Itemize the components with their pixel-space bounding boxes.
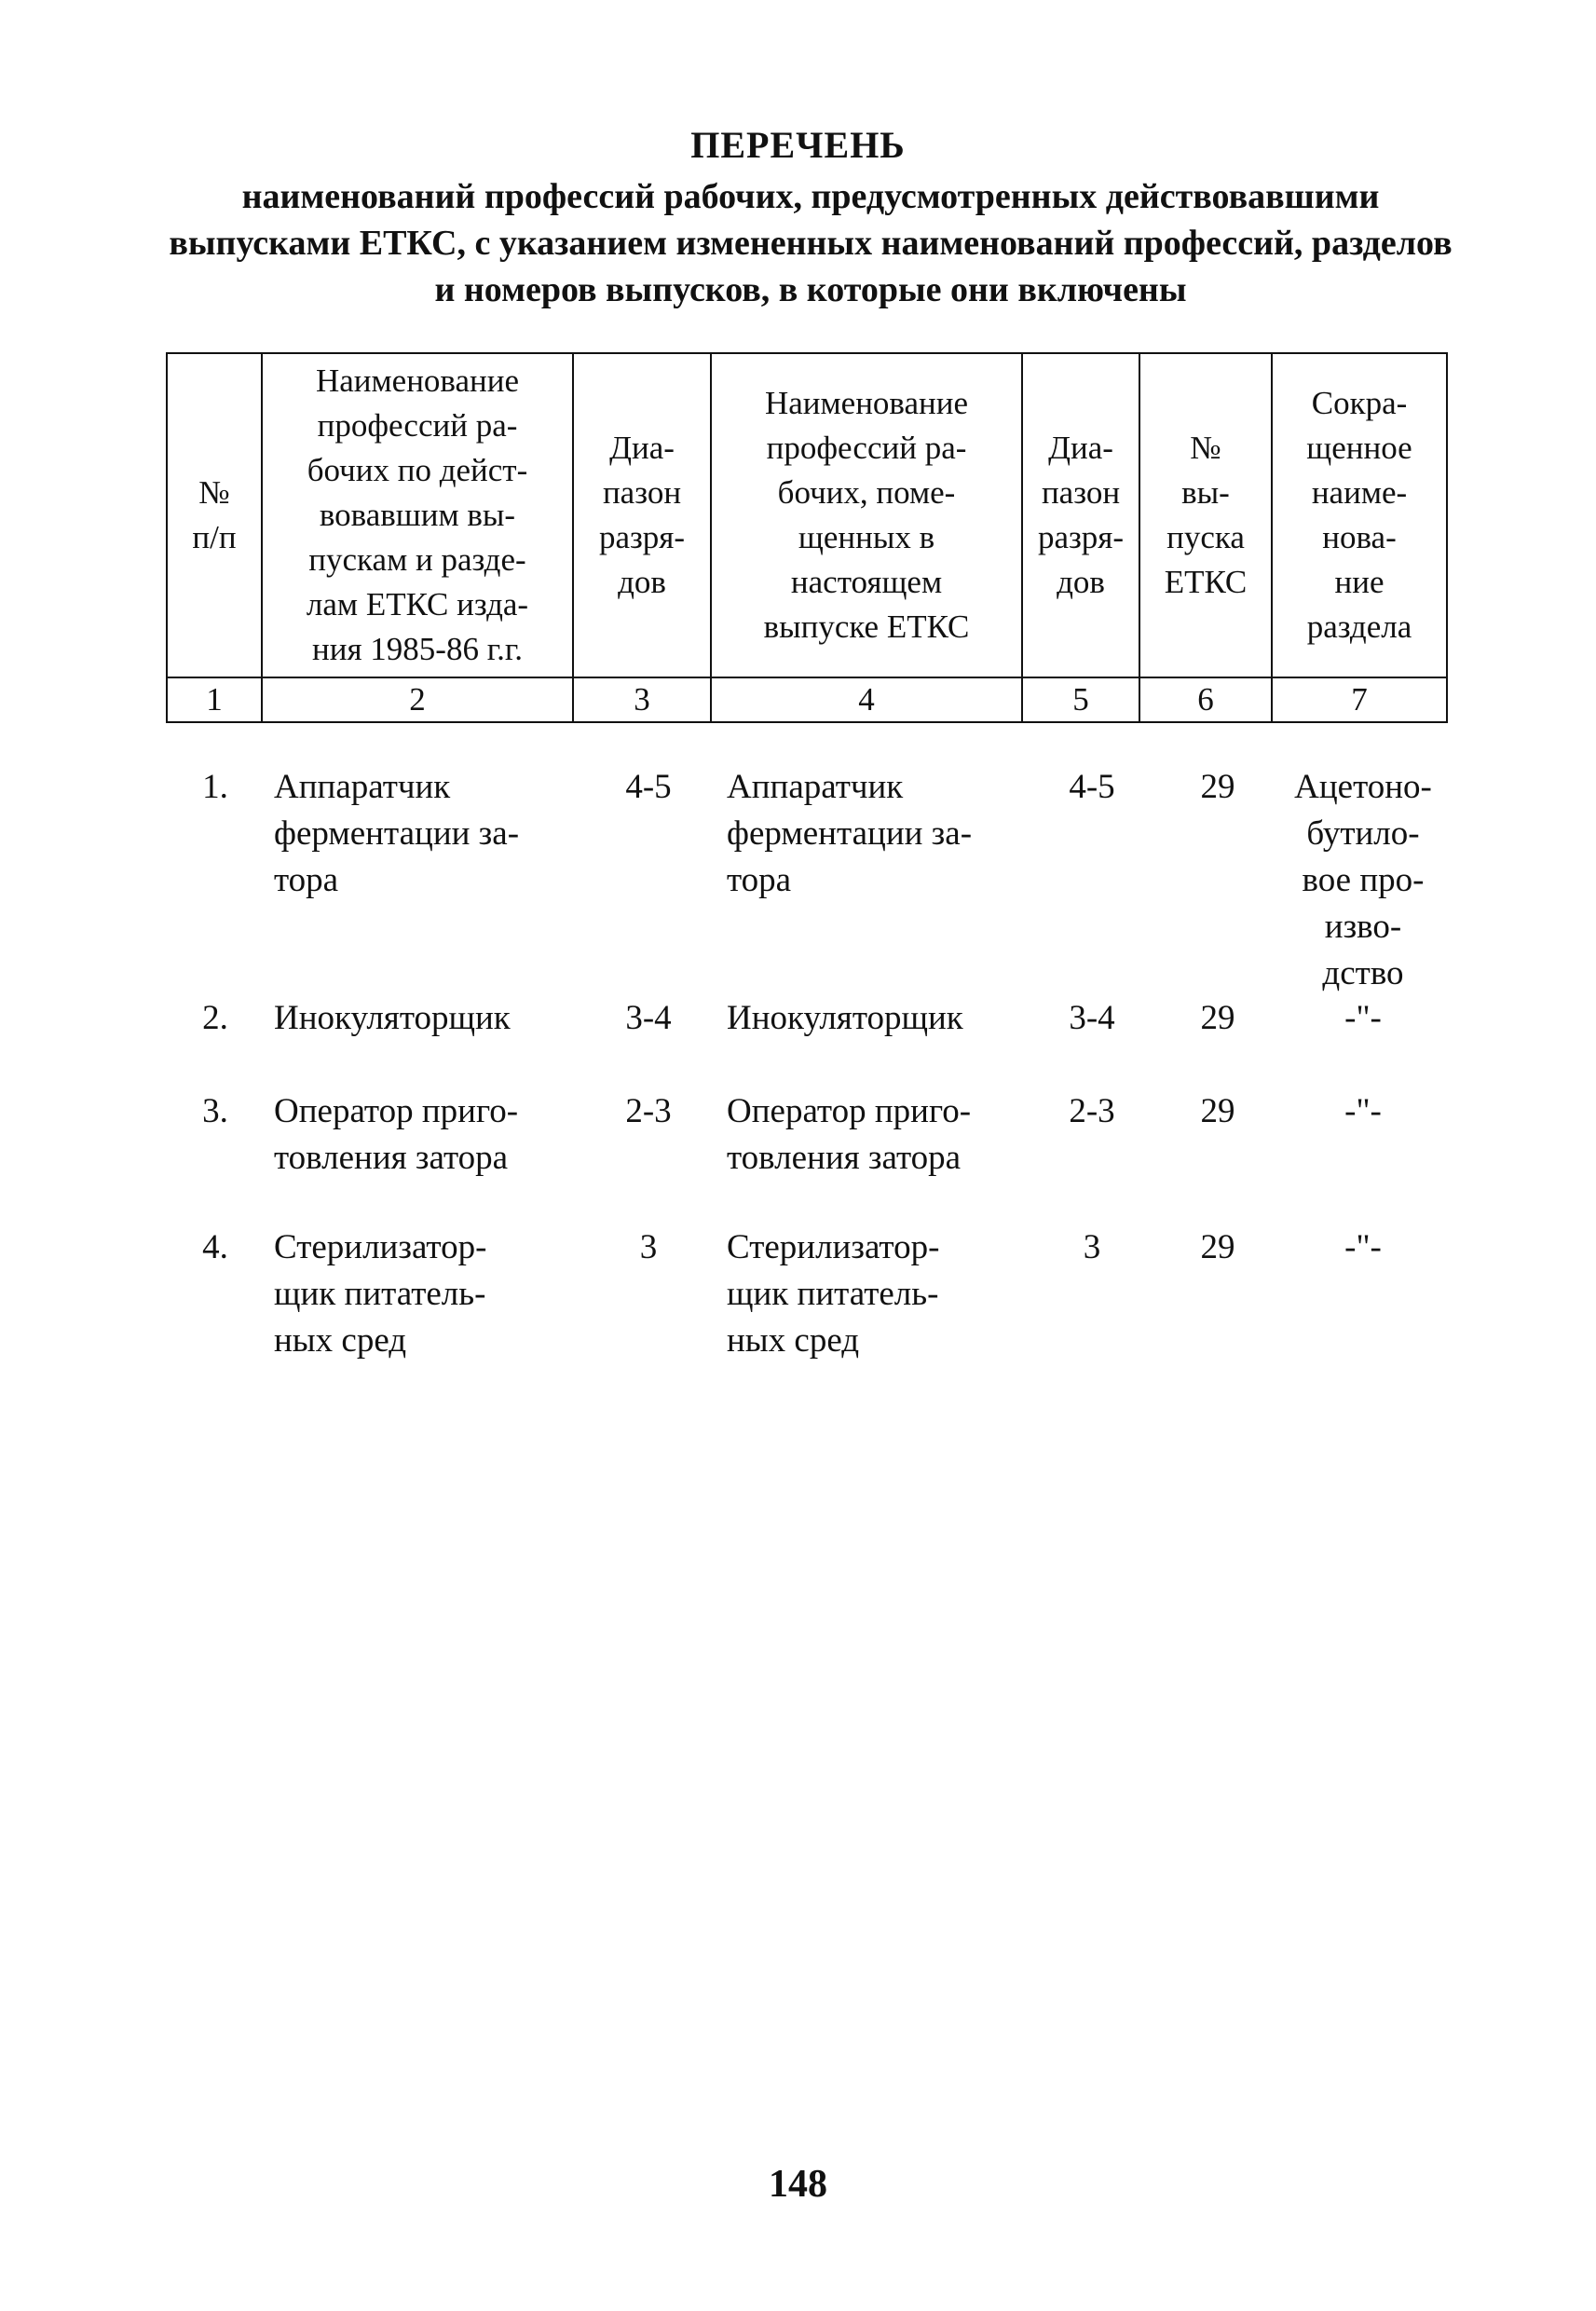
old-grade-range: 2-3 xyxy=(625,1092,672,1130)
new-profession-name: Оператор приго- товления затора xyxy=(727,1092,972,1177)
column-number: 4 xyxy=(711,677,1022,722)
header-issue: № вы- пуска ЕТКС xyxy=(1139,353,1272,677)
section-name: Ацетоно- бутило- вое про- изво- дство xyxy=(1294,768,1432,992)
old-profession-name: Стерилизатор- щик питатель- ных сред xyxy=(274,1228,487,1360)
table-header xyxy=(166,352,1448,723)
column-number: 5 xyxy=(1022,677,1139,722)
row-number: 4. xyxy=(202,1228,228,1266)
header-old-profession: Наименование профессий ра- бочих по дейст- вовавшим вы- пускам и разде- лам ЕТКС изда- ния 1985-86 г.г. xyxy=(262,353,573,677)
old-grade-range: 4-5 xyxy=(625,768,672,806)
section-name: -"- xyxy=(1344,999,1382,1037)
issue-number: 29 xyxy=(1200,1228,1235,1266)
header-section: Сокра- щенное наиме- нова- ние раздела xyxy=(1272,353,1447,677)
page-number: 148 xyxy=(769,2163,827,2206)
new-grade-range: 2-3 xyxy=(1069,1092,1115,1130)
column-number: 3 xyxy=(573,677,711,722)
issue-number: 29 xyxy=(1200,768,1235,806)
row-number: 1. xyxy=(202,768,228,806)
old-grade-range: 3-4 xyxy=(625,999,672,1037)
column-number: 1 xyxy=(167,677,262,722)
old-profession-name: Аппаратчик ферментации за- тора xyxy=(274,768,520,899)
old-profession-name: Оператор приго- товления затора xyxy=(274,1092,519,1177)
header-number: № п/п xyxy=(167,353,262,677)
new-grade-range: 3-4 xyxy=(1069,999,1115,1037)
header-new-profession: Наименование профессий ра- бочих, поме- щенных в настоящем выпуске ЕТКС xyxy=(711,353,1022,677)
old-profession-name: Инокуляторщик xyxy=(274,999,511,1037)
column-number: 6 xyxy=(1139,677,1272,722)
new-grade-range: 3 xyxy=(1083,1228,1101,1266)
header-new-range: Диа- пазон разря- дов xyxy=(1022,353,1139,677)
new-profession-name: Аппаратчик ферментации за- тора xyxy=(727,768,973,899)
new-grade-range: 4-5 xyxy=(1069,768,1115,806)
issue-number: 29 xyxy=(1200,999,1235,1037)
column-number: 2 xyxy=(262,677,573,722)
row-number: 2. xyxy=(202,999,228,1037)
row-number: 3. xyxy=(202,1092,228,1130)
document-title: ПЕРЕЧЕНЬ xyxy=(690,124,906,166)
section-name: -"- xyxy=(1344,1092,1382,1130)
new-profession-name: Стерилизатор- щик питатель- ных сред xyxy=(727,1228,940,1360)
column-number: 7 xyxy=(1272,677,1447,722)
document-subtitle: наименований профессий рабочих, предусмотренных действовавшими выпусками ЕТКС, с указанием измененных наименований профессий, разделов и номеров выпусков, в которые они включены xyxy=(169,177,1453,309)
header-old-range: Диа- пазон разря- дов xyxy=(573,353,711,677)
new-profession-name: Инокуляторщик xyxy=(727,999,963,1037)
section-name: -"- xyxy=(1344,1228,1382,1266)
old-grade-range: 3 xyxy=(639,1228,658,1266)
issue-number: 29 xyxy=(1200,1092,1235,1130)
